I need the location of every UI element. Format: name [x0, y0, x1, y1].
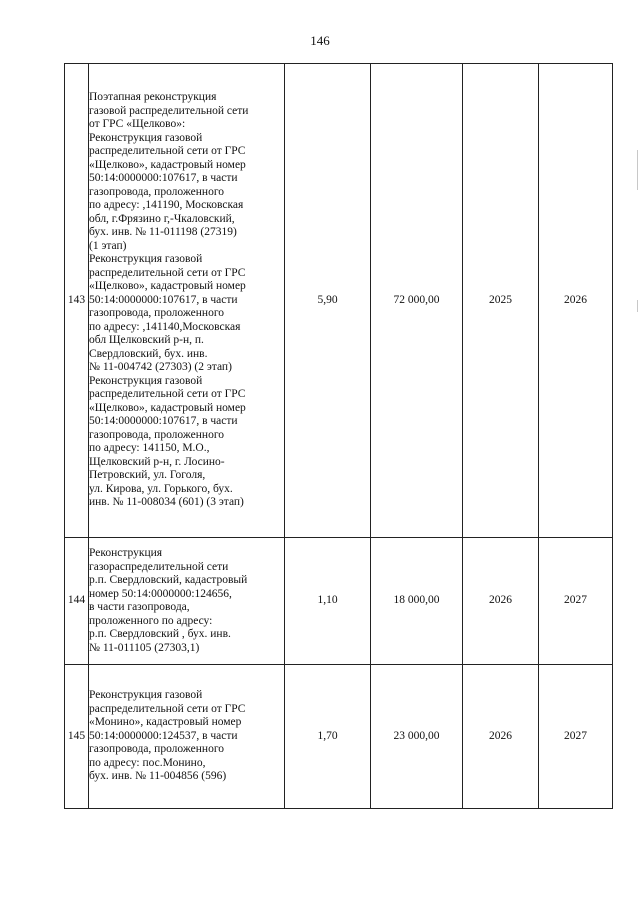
- description-line: газораспределительной сети: [89, 560, 229, 573]
- description-line: распределительной сети от ГРС: [89, 388, 246, 401]
- row-year-end: 2027: [539, 538, 613, 665]
- description-line: газопровода, проложенного: [89, 307, 225, 320]
- page-number: 146: [310, 33, 330, 48]
- description-line: «Монино», кадастровый номер: [89, 716, 242, 729]
- description-line: ул. Кирова, ул. Горького, бух.: [89, 482, 233, 495]
- description-line: № 11-004742 (27303) (2 этап): [89, 361, 232, 374]
- description-line: по адресу: пос.Монино,: [89, 756, 206, 769]
- row-number: 145: [65, 665, 89, 809]
- row-cost: 18 000,00: [371, 538, 463, 665]
- description-line: газопровода, проложенного: [89, 428, 225, 441]
- description-line: обл, г.Фрязино г,-Чкаловский,: [89, 212, 235, 225]
- row-length: 5,90: [285, 64, 371, 538]
- description-line: «Щелково», кадастровый номер: [89, 158, 246, 171]
- description-line: по адресу: ,141190, Московская: [89, 199, 244, 212]
- description-line: 50:14:0000000:107617, в части: [89, 293, 238, 306]
- description-line: газопровода, проложенного: [89, 185, 225, 198]
- description-line: Щелковский р-н, г. Лосино-: [89, 455, 225, 468]
- description-line: бух. инв. № 11-004856 (596): [89, 770, 227, 783]
- description-line: по адресу: 141150, М.О.,: [89, 442, 210, 455]
- row-year-start: 2026: [463, 665, 539, 809]
- row-number: 144: [65, 538, 89, 665]
- description-line: распределительной сети от ГРС: [89, 145, 246, 158]
- row-cost: 72 000,00: [371, 64, 463, 538]
- description-line: «Щелково», кадастровый номер: [89, 280, 246, 293]
- description-line: инв. № 11-008034 (601) (3 этап): [89, 496, 244, 509]
- description-line: по адресу: ,141140,Московская: [89, 320, 241, 333]
- row-number: 143: [65, 64, 89, 538]
- description-line: Реконструкция: [89, 547, 163, 559]
- description-line: р.п. Свердловский, кадастровый: [89, 574, 248, 586]
- description-line: Поэтапная реконструкция: [89, 91, 217, 104]
- row-year-end: 2027: [539, 665, 613, 809]
- row-year-start: 2025: [463, 64, 539, 538]
- table-row: [65, 64, 613, 538]
- description-line: Реконструкция газовой: [89, 131, 203, 144]
- description-line: бух. инв. № 11-011198 (27319): [89, 226, 237, 239]
- description-line: (1 этап): [89, 239, 127, 252]
- description-line: от ГРС «Щелково»:: [89, 118, 186, 131]
- description-line: р.п. Свердловский , бух. инв.: [89, 628, 231, 640]
- description-line: 50:14:0000000:124537, в части: [89, 729, 238, 742]
- description-line: номер 50:14:0000000:124656,: [89, 587, 232, 600]
- projects-table: [64, 63, 613, 809]
- description-line: Свердловский, бух. инв.: [89, 347, 208, 360]
- description-line: № 11-011105 (27303,1): [89, 641, 200, 654]
- description-line: распределительной сети от ГРС: [89, 702, 246, 715]
- description-line: Реконструкция газовой: [89, 374, 203, 387]
- description-line: «Щелково», кадастровый номер: [89, 401, 246, 414]
- row-description: [89, 665, 285, 809]
- description-line: газовой распределительной сети: [89, 104, 249, 117]
- description-line: обл Щелковский р-н, п.: [89, 334, 204, 347]
- description-line: 50:14:0000000:107617, в части: [89, 415, 238, 428]
- row-year-start: 2026: [463, 538, 539, 665]
- description-line: в части газопровода,: [89, 601, 190, 613]
- row-length: 1,70: [285, 665, 371, 809]
- scan-edge-mark: [637, 300, 638, 312]
- table-row: [65, 665, 613, 809]
- description-line: Петровский, ул. Гоголя,: [89, 469, 206, 482]
- description-line: 50:14:0000000:107617, в части: [89, 172, 238, 185]
- row-cost: 23 000,00: [371, 665, 463, 809]
- description-line: Реконструкция газовой: [89, 689, 203, 702]
- description-line: Реконструкция газовой: [89, 253, 203, 266]
- table-row: [65, 538, 613, 665]
- description-line: проложенного по адресу:: [89, 614, 213, 627]
- row-description: [89, 538, 285, 665]
- row-length: 1,10: [285, 538, 371, 665]
- description-line: газопровода, проложенного: [89, 743, 225, 756]
- row-year-end: 2026: [539, 64, 613, 538]
- row-description: [89, 64, 285, 538]
- scan-edge-mark: [637, 150, 638, 190]
- description-line: распределительной сети от ГРС: [89, 266, 246, 279]
